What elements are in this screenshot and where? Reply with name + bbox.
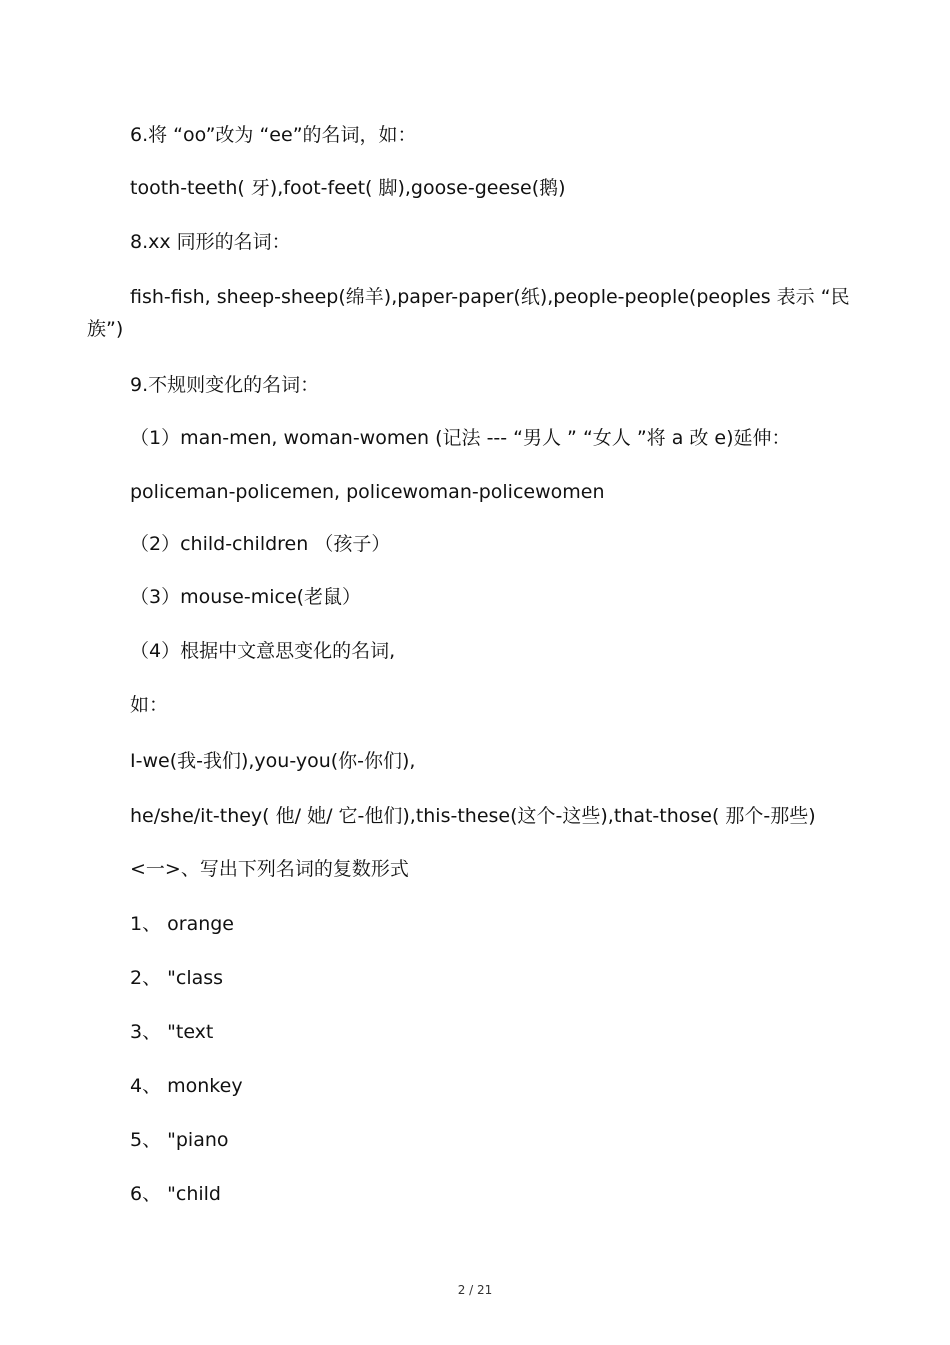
exercise-item: 4、 monkey — [130, 1075, 243, 1097]
rule-9-heading: 9.不规则变化的名词： — [130, 374, 320, 396]
exercise-item: 6、 "child — [130, 1183, 221, 1205]
rule-9-item-1-extension: policeman-policemen, policewoman-policewomen — [130, 481, 605, 503]
rule-8-heading: 8.xx 同形的名词： — [130, 231, 291, 253]
example-intro: 如： — [130, 694, 169, 716]
exercise-item: 5、 "piano — [130, 1129, 229, 1151]
exercise-item: 1、 orange — [130, 913, 234, 935]
rule-9-item-4: （4）根据中文意思变化的名词, — [130, 640, 396, 662]
exercise-item: 3、 "text — [130, 1021, 214, 1043]
pronoun-examples-2: he/she/it-they( 他/ 她/ 它-他们),this-these(这个-这些),that-those( 那个-那些) — [130, 805, 816, 827]
rule-6-examples: tooth-teeth( 牙),foot-feet( 脚),goose-geese(鹅) — [130, 177, 566, 199]
rule-9-item-1: （1）man-men, woman-women (记法 --- “男人 ” “女人 ”将 a 改 e)延伸： — [130, 427, 791, 449]
rule-6-heading: 6.将 “oo”改为 “ee”的名词，如： — [130, 124, 417, 146]
page-number: 2 / 21 — [457, 1283, 493, 1297]
rule-9-item-2: （2）child-children （孩子） — [130, 533, 391, 555]
pronoun-examples-1: I-we(我-我们),you-you(你-你们), — [130, 750, 416, 772]
exercise-item: 2、 "class — [130, 967, 224, 989]
exercise-heading: <一>、写出下列名词的复数形式 — [130, 858, 409, 880]
rule-8-examples-continued: 族”) — [87, 318, 124, 340]
rule-9-item-3: （3）mouse-mice(老鼠） — [130, 586, 362, 608]
rule-8-examples: fish-fish, sheep-sheep(绵羊),paper-paper(纸),people-people(peoples 表示 “民 — [130, 286, 850, 308]
